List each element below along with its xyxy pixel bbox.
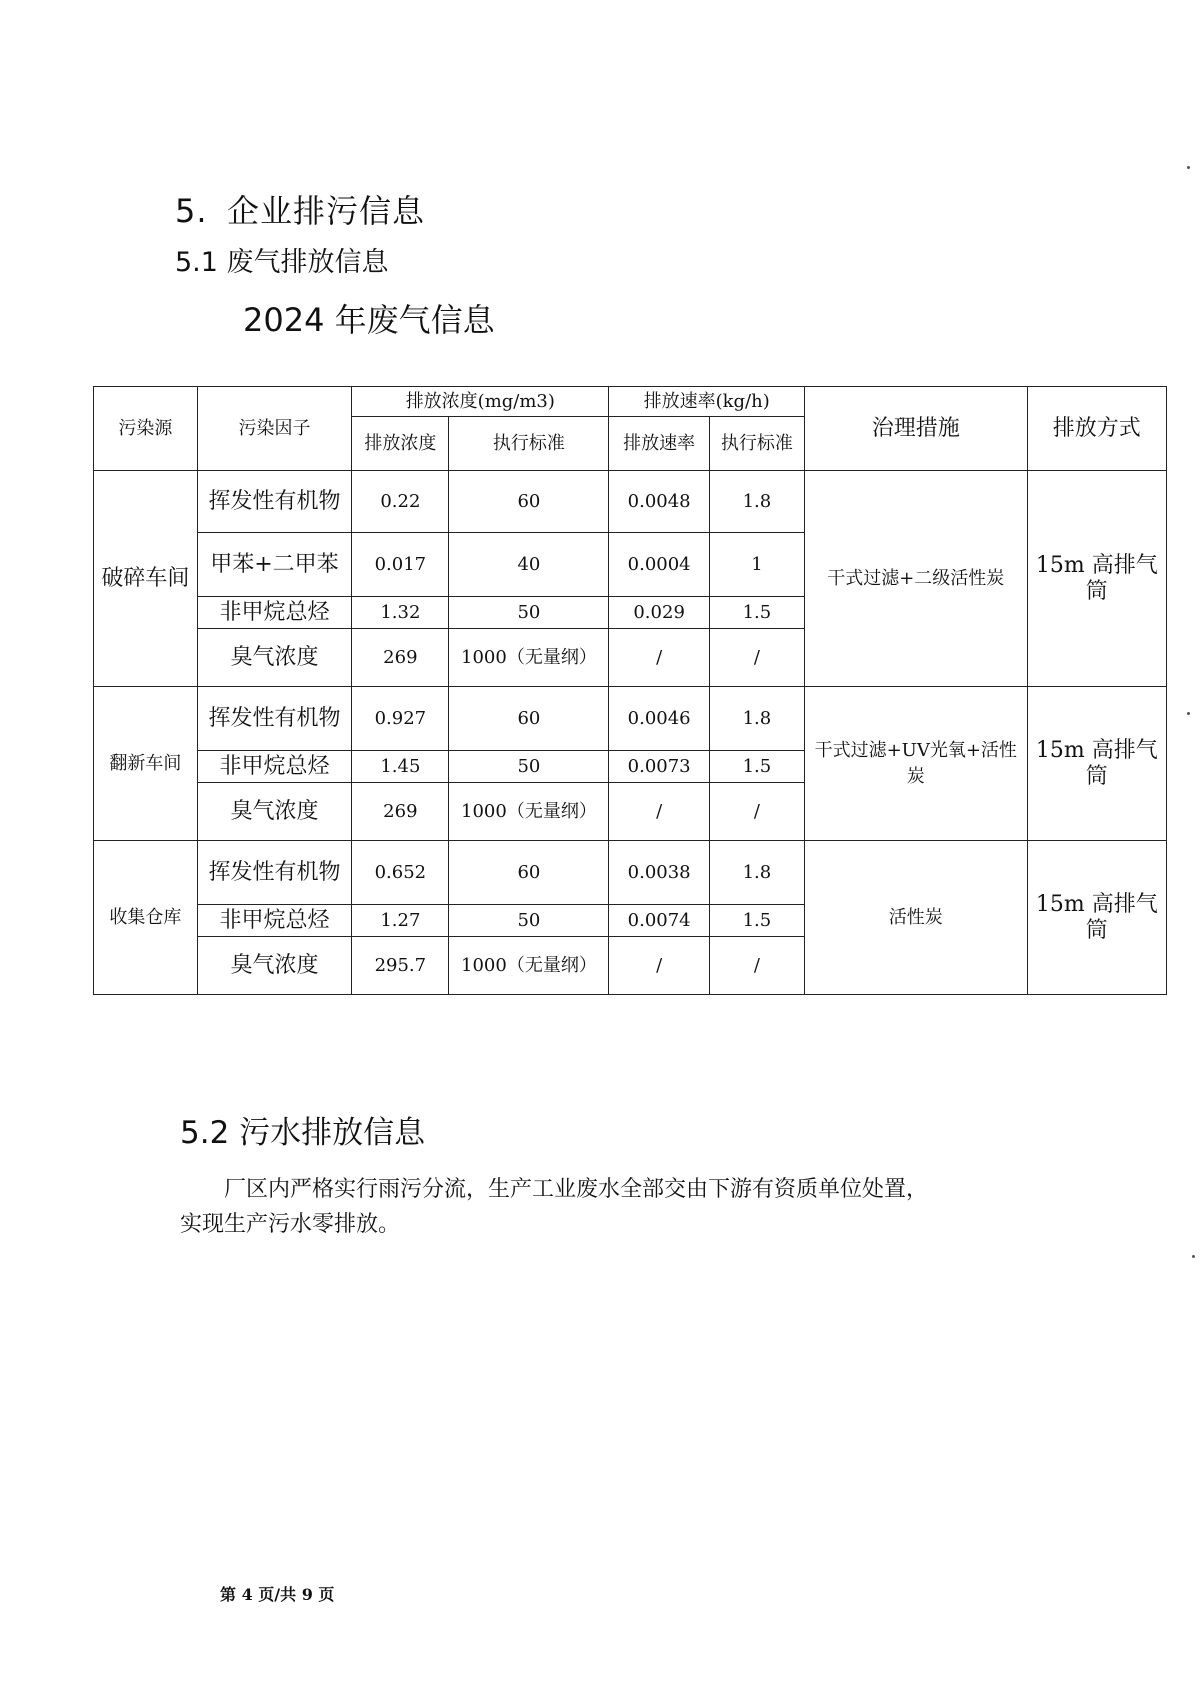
- treatment-cell: 活性炭: [804, 841, 1027, 995]
- discharge-cell: 15m 高排气筒: [1027, 687, 1166, 841]
- header-factor: 污染因子: [197, 387, 352, 471]
- rate-standard-cell: 1.8: [709, 471, 804, 533]
- scan-speck: [1187, 712, 1190, 715]
- rate-standard-cell: /: [709, 783, 804, 841]
- concentration-cell: 1.45: [352, 751, 449, 783]
- rate-cell: 0.0046: [609, 687, 709, 751]
- concentration-cell: 0.927: [352, 687, 449, 751]
- factor-cell: 非甲烷总烃: [197, 751, 352, 783]
- concentration-standard-cell: 1000（无量纲）: [449, 629, 609, 687]
- header-concentration-standard: 执行标准: [449, 417, 609, 471]
- subsection-heading-5-2: 5.2 污水排放信息: [180, 1115, 426, 1151]
- concentration-cell: 269: [352, 783, 449, 841]
- concentration-cell: 1.32: [352, 597, 449, 629]
- rate-cell: 0.0048: [609, 471, 709, 533]
- section-title: 企业排污信息: [227, 192, 426, 230]
- factor-cell: 甲苯+二甲苯: [197, 533, 352, 597]
- header-concentration-group: 排放浓度(mg/m3): [352, 387, 609, 417]
- factor-cell: 臭气浓度: [197, 629, 352, 687]
- table-header-row: [94, 387, 1167, 417]
- factor-cell: 挥发性有机物: [197, 471, 352, 533]
- discharge-cell: 15m 高排气筒: [1027, 841, 1166, 995]
- discharge-cell: 15m 高排气筒: [1027, 471, 1166, 687]
- wastewater-paragraph: [180, 1172, 1060, 1242]
- concentration-cell: 0.652: [352, 841, 449, 905]
- section-heading-5: [175, 186, 425, 232]
- treatment-cell: 干式过滤+二级活性炭: [804, 471, 1027, 687]
- concentration-standard-cell: 50: [449, 905, 609, 937]
- concentration-cell: 1.27: [352, 905, 449, 937]
- rate-cell: 0.0004: [609, 533, 709, 597]
- concentration-standard-cell: 60: [449, 687, 609, 751]
- rate-cell: /: [609, 629, 709, 687]
- treatment-cell: 干式过滤+UV光氧+活性炭: [804, 687, 1027, 841]
- header-discharge: 排放方式: [1027, 387, 1166, 471]
- concentration-standard-cell: 50: [449, 751, 609, 783]
- rate-standard-cell: 1.5: [709, 597, 804, 629]
- rate-standard-cell: 1: [709, 533, 804, 597]
- concentration-standard-cell: 1000（无量纲）: [449, 937, 609, 995]
- rate-standard-cell: 1.5: [709, 905, 804, 937]
- factor-cell: 非甲烷总烃: [197, 597, 352, 629]
- paragraph-line-2: 实现生产污水零排放。: [180, 1212, 401, 1237]
- concentration-cell: 0.017: [352, 533, 449, 597]
- concentration-cell: 0.22: [352, 471, 449, 533]
- exhaust-emission-table: [93, 386, 1167, 995]
- rate-standard-cell: 1.8: [709, 841, 804, 905]
- rate-cell: 0.029: [609, 597, 709, 629]
- table-row: [94, 687, 1167, 751]
- table-title: 2024 年废气信息: [243, 301, 495, 339]
- rate-cell: 0.0074: [609, 905, 709, 937]
- table-row: [94, 841, 1167, 905]
- subsection-heading-5-1: 5.1 废气排放信息: [175, 247, 389, 278]
- concentration-standard-cell: 50: [449, 597, 609, 629]
- scan-speck: [1192, 1255, 1195, 1258]
- source-cell: 收集仓库: [94, 841, 198, 995]
- section-number: 5.: [175, 192, 208, 230]
- rate-cell: /: [609, 937, 709, 995]
- factor-cell: 挥发性有机物: [197, 841, 352, 905]
- header-rate-group: 排放速率(kg/h): [609, 387, 805, 417]
- header-rate-standard: 执行标准: [709, 417, 804, 471]
- rate-cell: /: [609, 783, 709, 841]
- table-row: [94, 471, 1167, 533]
- header-concentration: 排放浓度: [352, 417, 449, 471]
- rate-standard-cell: /: [709, 629, 804, 687]
- concentration-cell: 269: [352, 629, 449, 687]
- source-cell: 翻新车间: [94, 687, 198, 841]
- factor-cell: 挥发性有机物: [197, 687, 352, 751]
- paragraph-line-1: 厂区内严格实行雨污分流，生产工业废水全部交由下游有资质单位处置，: [224, 1177, 929, 1202]
- page-footer: 第 4 页/共 9 页: [220, 1585, 335, 1604]
- factor-cell: 非甲烷总烃: [197, 905, 352, 937]
- rate-standard-cell: 1.8: [709, 687, 804, 751]
- source-cell: 破碎车间: [94, 471, 198, 687]
- concentration-cell: 295.7: [352, 937, 449, 995]
- factor-cell: 臭气浓度: [197, 937, 352, 995]
- concentration-standard-cell: 60: [449, 471, 609, 533]
- factor-cell: 臭气浓度: [197, 783, 352, 841]
- rate-cell: 0.0073: [609, 751, 709, 783]
- concentration-standard-cell: 1000（无量纲）: [449, 783, 609, 841]
- concentration-standard-cell: 40: [449, 533, 609, 597]
- scan-speck: [1187, 166, 1190, 169]
- header-source: 污染源: [94, 387, 198, 471]
- rate-standard-cell: 1.5: [709, 751, 804, 783]
- header-rate: 排放速率: [609, 417, 709, 471]
- rate-standard-cell: /: [709, 937, 804, 995]
- rate-cell: 0.0038: [609, 841, 709, 905]
- header-treatment: 治理措施: [804, 387, 1027, 471]
- concentration-standard-cell: 60: [449, 841, 609, 905]
